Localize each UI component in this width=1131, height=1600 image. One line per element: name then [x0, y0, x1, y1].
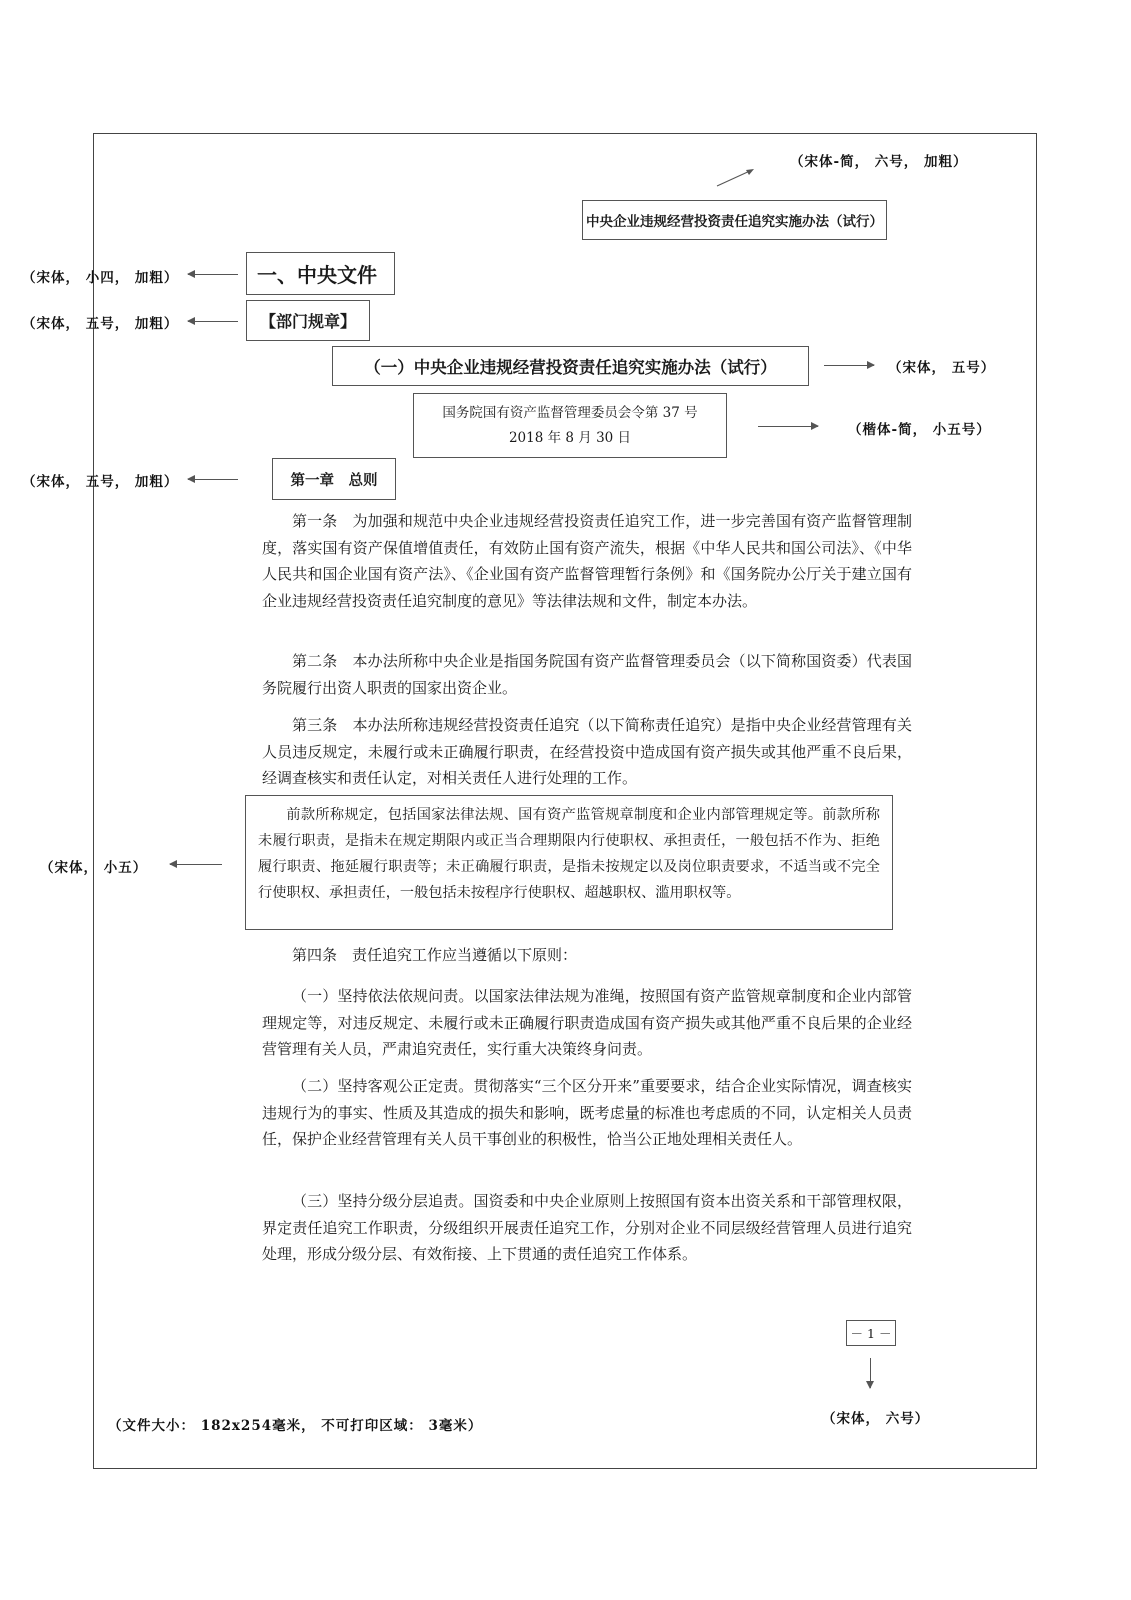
- running-title-box: [582, 200, 887, 240]
- article-1: 第一条 为加强和规范中央企业违规经营投资责任追究工作，进一步完善国有资产监督管理制度，落实国有资产保值增值责任，有效防止国有资产流失，根据《中华人民共和国公司法》、《中华人民共和国企业国有资产法》、《企业国有资产监督管理暂行条例》和《国务院办公厅关于建立国有企业违规经营投资责任追究制度的意见》等法律法规和文件，制定本办法。: [262, 512, 912, 610]
- chapter-title-note: （宋体， 五号， 加粗）: [22, 474, 179, 490]
- arrow-section-title: [188, 274, 238, 275]
- article-4-item-1: （一）坚持依法依规问责。以国家法律法规为准绳，按照国有资产监管规章制度和企业内部管理规定等，对违反规定、未履行或未正确履行职责造成国有资产损失或其他严重不良后果的企业经营管理有关人员，严肃追究责任，实行重大决策终身问责。: [262, 987, 912, 1058]
- arrow-page-number: [870, 1358, 871, 1388]
- chapter-title-box: [272, 458, 396, 500]
- article-4: 第四条 责任追究工作应当遵循以下原则：: [292, 946, 578, 964]
- document-title: （一）中央企业违规经营投资责任追究实施办法（试行）: [364, 358, 777, 377]
- issuer-box: [413, 393, 727, 458]
- article-3-note-label: （宋体， 小五）: [40, 860, 148, 876]
- arrow-document-title: [824, 365, 874, 366]
- arrow-chapter-title: [188, 479, 238, 480]
- arrow-subtitle: [188, 321, 238, 322]
- subtitle: 【部门规章】: [259, 312, 356, 331]
- issue-date: 2018 年 8 月 30 日: [508, 429, 632, 446]
- article-2: 第二条 本办法所称中央企业是指国务院国有资产监督管理委员会（以下简称国资委）代表国务院履行出资人职责的国家出资企业。: [262, 652, 912, 697]
- issuer: 国务院国有资产监督管理委员会令第 37 号: [442, 404, 698, 421]
- article-3-note-box: [245, 795, 893, 930]
- subtitle-note: （宋体， 五号， 加粗）: [22, 316, 179, 332]
- document-title-box: [332, 346, 809, 386]
- arrow-issuer: [758, 426, 818, 427]
- running-title-note: （宋体-简， 六号， 加粗）: [790, 154, 968, 170]
- page-number: － 1 －: [850, 1326, 892, 1341]
- article-3-note: 前款所称规定，包括国家法律法规、国有资产监管规章制度和企业内部管理规定等。前款所称未履行职责，是指未在规定期限内或正当合理期限内行使职权、承担责任，一般包括不作为、拒绝履行职责、拖延履行职责等；未正确履行职责，是指未按规定以及岗位职责要求，不适当或不完全行使职权、承担责任，一般包括未按程序行使职权、超越职权、滥用职权等。: [258, 807, 880, 901]
- issuer-note: （楷体-简， 小五号）: [848, 422, 991, 438]
- arrow-running-title: [716, 168, 756, 188]
- file-size-note: （文件大小： 182x254毫米， 不可打印区域： 3毫米）: [108, 1418, 483, 1434]
- running-title: 中央企业违规经营投资责任追究实施办法（试行）: [586, 214, 883, 230]
- article-4-item-3: （三）坚持分级分层追责。国资委和中央企业原则上按照国有资本出资关系和干部管理权限，界定责任追究工作职责，分级组织开展责任追究工作，分别对企业不同层级经营管理人员进行追究处理，形成分级分层、有效衔接、上下贯通的责任追究工作体系。: [262, 1192, 912, 1263]
- chapter-title: 第一章 总则: [290, 471, 378, 489]
- document-title-note: （宋体， 五号）: [888, 360, 996, 376]
- page-number-note: （宋体， 六号）: [822, 1411, 930, 1427]
- article-4-item-2: （二）坚持客观公正定责。贯彻落实“三个区分开来”重要要求，结合企业实际情况，调查核实违规行为的事实、性质及其造成的损失和影响，既考虑量的标准也考虑质的不同，认定相关人员责任，保护企业经营管理有关人员干事创业的积极性，恰当公正地处理相关责任人。: [262, 1077, 912, 1148]
- page-number-box: [846, 1320, 896, 1346]
- subtitle-box: [246, 300, 370, 341]
- section-title-note: （宋体， 小四， 加粗）: [22, 270, 179, 286]
- article-3: 第三条 本办法所称违规经营投资责任追究（以下简称责任追究）是指中央企业经营管理有关人员违反规定，未履行或未正确履行职责，在经营投资中造成国有资产损失或其他严重不良后果，经调查核实和责任认定，对相关责任人进行处理的工作。: [262, 716, 912, 787]
- section-title: 一、中央文件: [257, 263, 377, 287]
- arrow-article-3-note: [170, 864, 222, 865]
- section-title-box: [246, 252, 395, 295]
